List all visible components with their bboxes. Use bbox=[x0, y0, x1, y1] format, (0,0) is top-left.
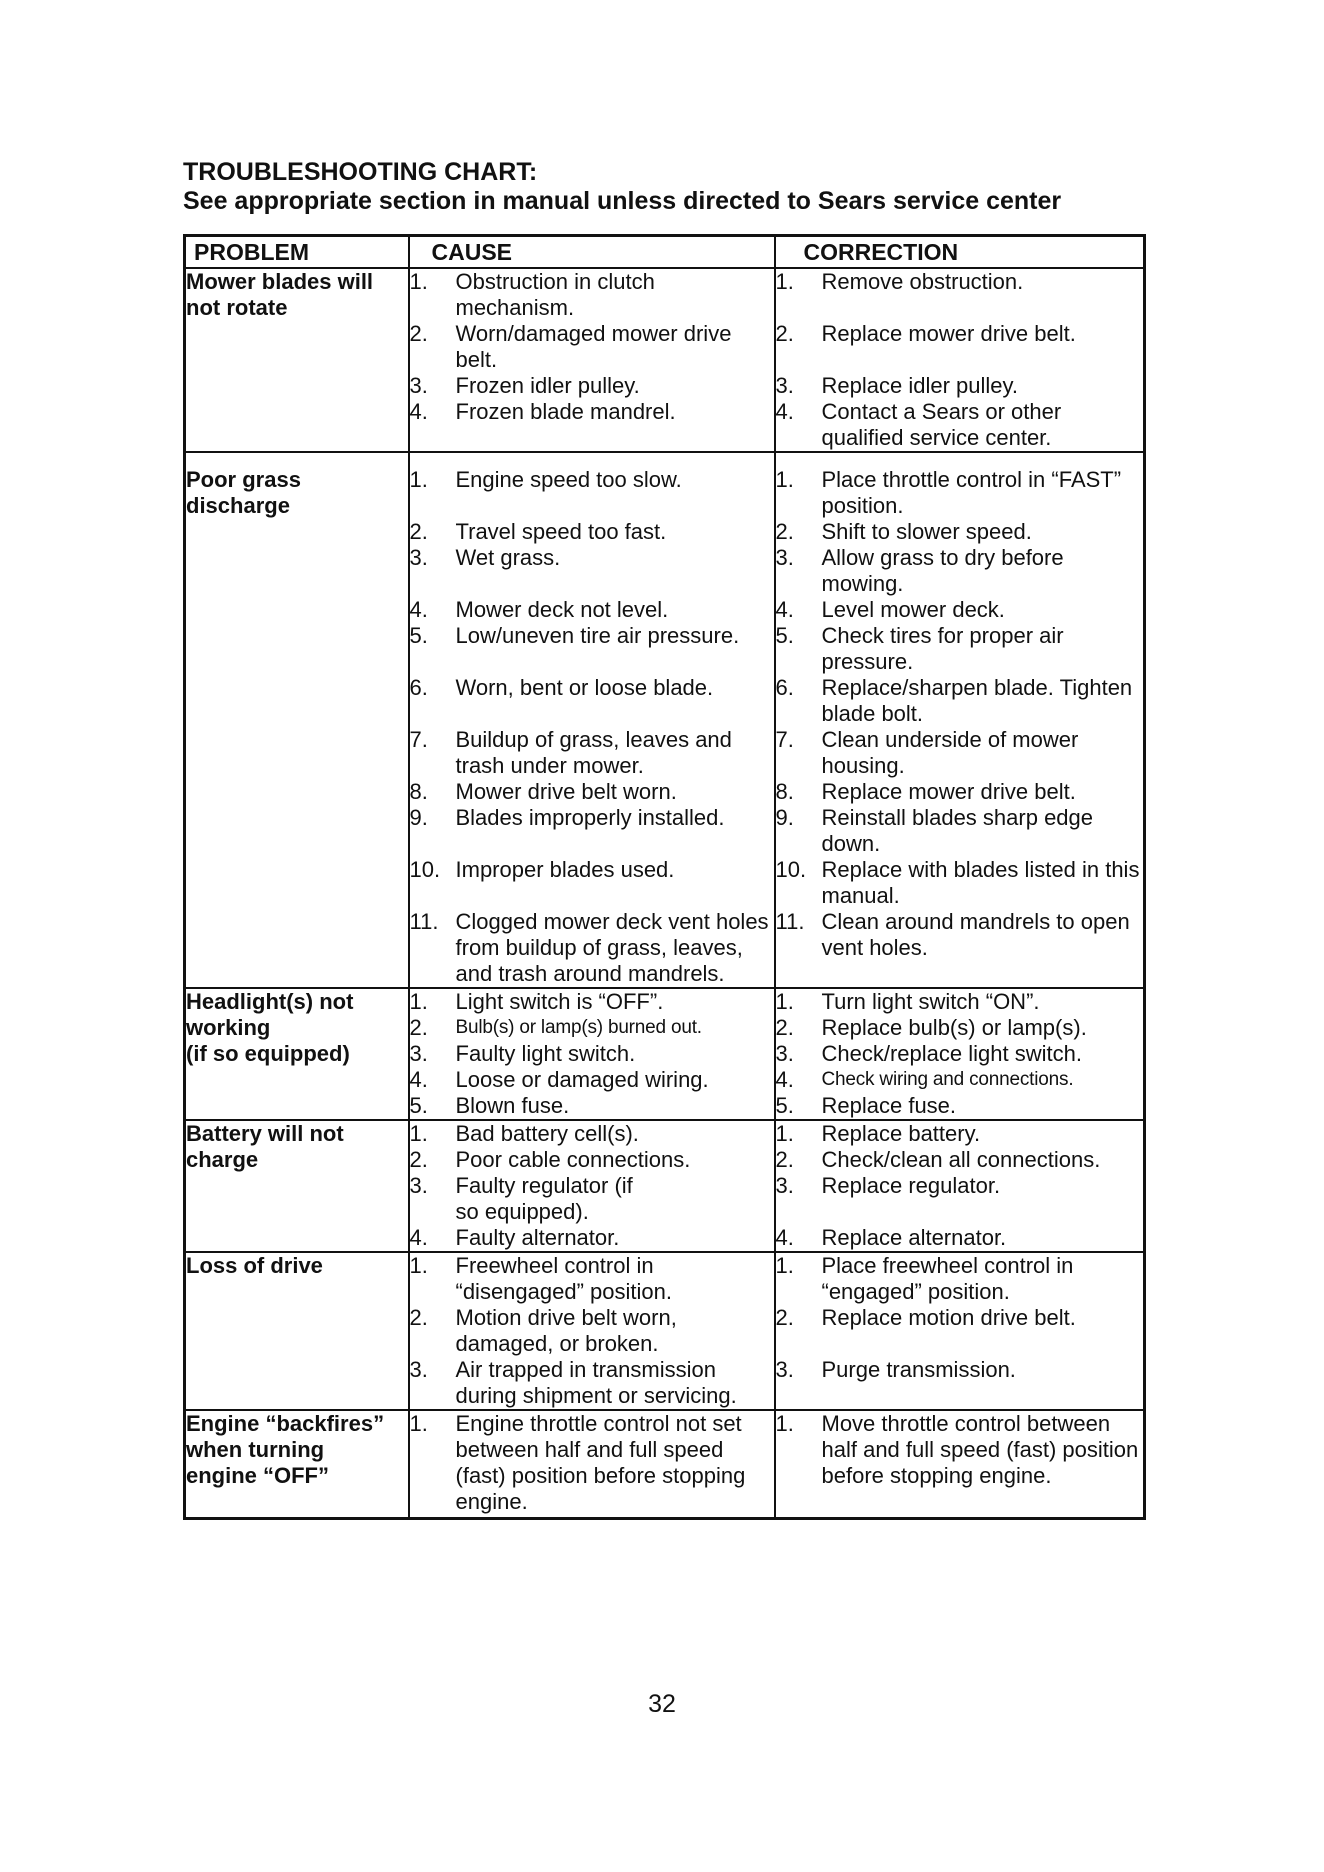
correction-item bbox=[776, 373, 1144, 399]
cause-item bbox=[410, 1147, 774, 1173]
item-text: Bad battery cell(s). bbox=[455, 1121, 639, 1146]
item-text: Poor cable connections. bbox=[455, 1147, 691, 1172]
cause-item bbox=[410, 857, 774, 883]
cause-item bbox=[410, 623, 774, 649]
item-number: 4. bbox=[775, 1225, 794, 1250]
item-number: 3. bbox=[775, 545, 794, 570]
correction-cell bbox=[775, 452, 1145, 988]
item-text: Low/uneven tire air pressure. bbox=[455, 623, 740, 648]
correction-item bbox=[776, 597, 1144, 623]
section-headlights bbox=[185, 988, 1145, 1120]
cause-cell bbox=[409, 1252, 775, 1410]
item-text: Buildup of grass, leaves and trash under mower. bbox=[455, 727, 732, 778]
item-text: Replace/sharpen blade. Tighten blade bolt. bbox=[821, 675, 1133, 726]
item-text: Reinstall blades sharp edge down. bbox=[821, 805, 1094, 856]
item-text: Motion drive belt worn, damaged, or broken. bbox=[455, 1305, 677, 1356]
item-text: Frozen idler pulley. bbox=[455, 373, 640, 398]
item-text: Improper blades used. bbox=[455, 857, 675, 882]
correction-item bbox=[776, 909, 1144, 961]
item-number: 1. bbox=[409, 269, 428, 294]
correction-item bbox=[776, 1093, 1144, 1119]
item-number: 1. bbox=[775, 467, 794, 492]
section-mower-blades bbox=[185, 268, 1145, 452]
item-number: 2. bbox=[409, 321, 428, 346]
cause-item bbox=[410, 1173, 774, 1225]
item-number: 8. bbox=[409, 779, 428, 804]
correction-item bbox=[776, 779, 1144, 805]
item-text: Replace motion drive belt. bbox=[821, 1305, 1076, 1330]
item-number: 3. bbox=[409, 1041, 428, 1066]
item-number: 3. bbox=[409, 373, 428, 398]
item-text: Replace regulator. bbox=[821, 1173, 1001, 1198]
item-number: 3. bbox=[409, 545, 428, 570]
problem-line: (if so equipped) bbox=[186, 1041, 350, 1066]
item-number: 3. bbox=[775, 1357, 794, 1382]
chart-title: TROUBLESHOOTING CHART: bbox=[183, 158, 538, 186]
item-text: Light switch is “OFF”. bbox=[455, 989, 664, 1014]
item-text: Mower deck not level. bbox=[455, 597, 669, 622]
item-text: Check/clean all connections. bbox=[821, 1147, 1101, 1172]
item-number: 2. bbox=[409, 519, 428, 544]
cause-item bbox=[410, 1121, 774, 1147]
item-number: 1. bbox=[775, 989, 794, 1014]
cause-item bbox=[410, 1357, 774, 1409]
correction-item bbox=[776, 1067, 1144, 1093]
item-text: Shift to slower speed. bbox=[821, 519, 1032, 544]
item-text: Allow grass to dry before mowing. bbox=[821, 545, 1064, 596]
correction-item bbox=[776, 623, 1144, 675]
item-number: 2. bbox=[775, 321, 794, 346]
correction-item bbox=[776, 467, 1144, 519]
cause-item bbox=[410, 321, 774, 373]
cause-item bbox=[410, 779, 774, 805]
cause-item bbox=[410, 373, 774, 399]
cause-item bbox=[410, 805, 774, 831]
item-number: 2. bbox=[775, 519, 794, 544]
cause-item bbox=[410, 1305, 774, 1357]
item-number: 6. bbox=[775, 675, 794, 700]
correction-item bbox=[776, 321, 1144, 347]
item-text: Worn, bent or loose blade. bbox=[455, 675, 714, 700]
item-number: 7. bbox=[409, 727, 428, 752]
correction-item bbox=[776, 675, 1144, 727]
item-text: Replace battery. bbox=[821, 1121, 981, 1146]
item-text: Check/replace light switch. bbox=[821, 1041, 1082, 1066]
cause-item bbox=[410, 597, 774, 623]
correction-item bbox=[776, 1225, 1144, 1251]
item-text: Wet grass. bbox=[455, 545, 561, 570]
item-number: 1. bbox=[409, 1121, 428, 1146]
item-text: Replace mower drive belt. bbox=[821, 321, 1076, 346]
item-text: Clean around mandrels to open vent holes. bbox=[821, 909, 1130, 960]
item-number: 9. bbox=[409, 805, 428, 830]
item-text: Replace alternator. bbox=[821, 1225, 1007, 1250]
problem-cell bbox=[185, 452, 409, 988]
problem-line: Loss of drive bbox=[186, 1253, 323, 1278]
item-number: 2. bbox=[775, 1305, 794, 1330]
cause-item bbox=[410, 399, 774, 425]
cause-item bbox=[410, 989, 774, 1015]
problem-line: when turning bbox=[186, 1437, 325, 1462]
correction-item bbox=[776, 1253, 1144, 1305]
cause-item bbox=[410, 545, 774, 571]
correction-cell bbox=[775, 1120, 1145, 1252]
cause-item bbox=[410, 1067, 774, 1093]
item-number: 9. bbox=[775, 805, 794, 830]
correction-item bbox=[776, 1121, 1144, 1147]
correction-item bbox=[776, 1041, 1144, 1067]
item-number: 1. bbox=[409, 989, 428, 1014]
section-battery bbox=[185, 1120, 1145, 1252]
table-header-row bbox=[185, 236, 1145, 269]
correction-item bbox=[776, 727, 1144, 779]
item-text: Bulb(s) or lamp(s) burned out. bbox=[455, 1017, 702, 1038]
item-number: 2. bbox=[775, 1147, 794, 1172]
item-number: 4. bbox=[409, 1225, 428, 1250]
item-number: 2. bbox=[409, 1305, 428, 1330]
cause-cell bbox=[409, 452, 775, 988]
column-header-problem: PROBLEM bbox=[185, 236, 409, 269]
problem-cell bbox=[185, 268, 409, 452]
correction-item bbox=[776, 1357, 1144, 1383]
problem-line: Poor grass bbox=[186, 467, 301, 492]
item-text: Replace fuse. bbox=[821, 1093, 957, 1118]
item-number: 1. bbox=[775, 1121, 794, 1146]
correction-item bbox=[776, 857, 1144, 909]
item-number: 5. bbox=[775, 623, 794, 648]
item-text: Air trapped in transmission during shipment or servicing. bbox=[455, 1357, 737, 1408]
problem-line: working bbox=[186, 1015, 271, 1040]
item-number: 4. bbox=[775, 399, 794, 424]
item-number: 1. bbox=[775, 1411, 794, 1436]
problem-line: engine “OFF” bbox=[186, 1463, 329, 1488]
correction-cell bbox=[775, 988, 1145, 1120]
item-number: 4. bbox=[409, 1067, 428, 1092]
item-text: Mower drive belt worn. bbox=[455, 779, 677, 804]
item-text: Clogged mower deck vent holes from buildup of grass, leaves, and trash around mandrels. bbox=[455, 909, 769, 986]
item-number: 4. bbox=[775, 1067, 794, 1092]
item-text: Faulty regulator (if so equipped). bbox=[455, 1173, 633, 1224]
correction-item bbox=[776, 1305, 1144, 1331]
item-number: 4. bbox=[409, 399, 428, 424]
cause-item bbox=[410, 1225, 774, 1251]
item-number: 3. bbox=[409, 1173, 428, 1198]
column-header-cause: CAUSE bbox=[409, 236, 775, 269]
item-text: Place throttle control in “FAST” position. bbox=[821, 467, 1122, 518]
item-number: 3. bbox=[775, 1041, 794, 1066]
correction-cell bbox=[775, 1410, 1145, 1519]
item-text: Frozen blade mandrel. bbox=[455, 399, 676, 424]
problem-line: Mower blades will bbox=[186, 269, 374, 294]
item-number: 4. bbox=[775, 597, 794, 622]
cause-cell bbox=[409, 988, 775, 1120]
problem-line: Headlight(s) not bbox=[186, 989, 354, 1014]
correction-cell bbox=[775, 1252, 1145, 1410]
item-number: 11. bbox=[775, 909, 805, 934]
item-number: 3. bbox=[775, 373, 794, 398]
correction-item bbox=[776, 399, 1144, 451]
item-number: 4. bbox=[409, 597, 428, 622]
item-number: 5. bbox=[409, 1093, 428, 1118]
item-text: Replace idler pulley. bbox=[821, 373, 1018, 398]
problem-cell bbox=[185, 988, 409, 1120]
problem-cell bbox=[185, 1410, 409, 1519]
item-number: 2. bbox=[409, 1015, 428, 1040]
cause-item bbox=[410, 1093, 774, 1119]
cause-item bbox=[410, 269, 774, 321]
item-text: Travel speed too fast. bbox=[455, 519, 667, 544]
item-number: 8. bbox=[775, 779, 794, 804]
column-header-correction: CORRECTION bbox=[775, 236, 1145, 269]
problem-line: Engine “backfires” bbox=[186, 1411, 385, 1436]
correction-item bbox=[776, 519, 1144, 545]
correction-item bbox=[776, 1147, 1144, 1173]
item-text: Faulty light switch. bbox=[455, 1041, 636, 1066]
item-text: Worn/damaged mower drive belt. bbox=[455, 321, 732, 372]
item-number: 7. bbox=[775, 727, 794, 752]
problem-line: Battery will not bbox=[186, 1121, 344, 1146]
correction-item bbox=[776, 1173, 1144, 1199]
cause-cell bbox=[409, 268, 775, 452]
item-number: 1. bbox=[775, 269, 794, 294]
item-number: 6. bbox=[409, 675, 428, 700]
page-number: 32 bbox=[648, 1690, 676, 1718]
cause-item bbox=[410, 1041, 774, 1067]
cause-item bbox=[410, 675, 774, 701]
item-text: Place freewheel control in “engaged” position. bbox=[821, 1253, 1074, 1304]
item-number: 3. bbox=[775, 1173, 794, 1198]
troubleshooting-table bbox=[183, 234, 1146, 1520]
item-text: Move throttle control between half and full speed (fast) position before stopping engine. bbox=[821, 1411, 1139, 1488]
item-text: Clean underside of mower housing. bbox=[821, 727, 1079, 778]
item-text: Faulty alternator. bbox=[455, 1225, 620, 1250]
correction-item bbox=[776, 1015, 1144, 1041]
item-number: 3. bbox=[409, 1357, 428, 1382]
problem-line: charge bbox=[186, 1147, 259, 1172]
item-number: 1. bbox=[409, 1253, 428, 1278]
item-text: Remove obstruction. bbox=[821, 269, 1024, 294]
cause-item bbox=[410, 727, 774, 779]
section-loss-of-drive bbox=[185, 1252, 1145, 1410]
item-text: Replace with blades listed in this manual. bbox=[821, 857, 1140, 908]
item-number: 5. bbox=[775, 1093, 794, 1118]
problem-cell bbox=[185, 1252, 409, 1410]
item-text: Blown fuse. bbox=[455, 1093, 570, 1118]
cause-cell bbox=[409, 1120, 775, 1252]
cause-item bbox=[410, 909, 774, 987]
item-text: Turn light switch “ON”. bbox=[821, 989, 1040, 1014]
item-number: 1. bbox=[409, 467, 428, 492]
item-number: 2. bbox=[409, 1147, 428, 1172]
correction-item bbox=[776, 545, 1144, 597]
item-text: Engine speed too slow. bbox=[455, 467, 682, 492]
section-engine-backfires bbox=[185, 1410, 1145, 1519]
item-text: Purge transmission. bbox=[821, 1357, 1016, 1382]
item-text: Loose or damaged wiring. bbox=[455, 1067, 709, 1092]
cause-item bbox=[410, 467, 774, 493]
cause-item bbox=[410, 1411, 774, 1515]
item-number: 10. bbox=[409, 857, 441, 882]
cause-item bbox=[410, 519, 774, 545]
item-number: 5. bbox=[409, 623, 428, 648]
correction-item bbox=[776, 989, 1144, 1015]
item-number: 10. bbox=[775, 857, 807, 882]
item-number: 2. bbox=[775, 1015, 794, 1040]
item-number: 1. bbox=[775, 1253, 794, 1278]
correction-item bbox=[776, 805, 1144, 857]
problem-cell bbox=[185, 1120, 409, 1252]
item-text: Level mower deck. bbox=[821, 597, 1005, 622]
cause-item bbox=[410, 1253, 774, 1305]
item-number: 1. bbox=[409, 1411, 428, 1436]
item-number: 11. bbox=[409, 909, 439, 934]
item-text: Freewheel control in “disengaged” position. bbox=[455, 1253, 672, 1304]
correction-item bbox=[776, 269, 1144, 295]
item-text: Blades improperly installed. bbox=[455, 805, 725, 830]
cause-item bbox=[410, 1015, 774, 1041]
item-text: Check wiring and connections. bbox=[821, 1069, 1074, 1090]
problem-line: discharge bbox=[186, 493, 290, 518]
item-text: Obstruction in clutch mechanism. bbox=[455, 269, 655, 320]
section-poor-grass-discharge bbox=[185, 452, 1145, 988]
chart-subtitle: See appropriate section in manual unless directed to Sears service center bbox=[183, 187, 1062, 215]
item-text: Replace bulb(s) or lamp(s). bbox=[821, 1015, 1087, 1040]
cause-cell bbox=[409, 1410, 775, 1519]
correction-cell bbox=[775, 268, 1145, 452]
item-text: Engine throttle control not set between half and full speed (fast) position before stopping engine. bbox=[455, 1411, 746, 1514]
item-text: Check tires for proper air pressure. bbox=[821, 623, 1064, 674]
problem-line: not rotate bbox=[186, 295, 288, 320]
item-text: Contact a Sears or other qualified service center. bbox=[821, 399, 1062, 450]
correction-item bbox=[776, 1411, 1144, 1489]
item-text: Replace mower drive belt. bbox=[821, 779, 1076, 804]
